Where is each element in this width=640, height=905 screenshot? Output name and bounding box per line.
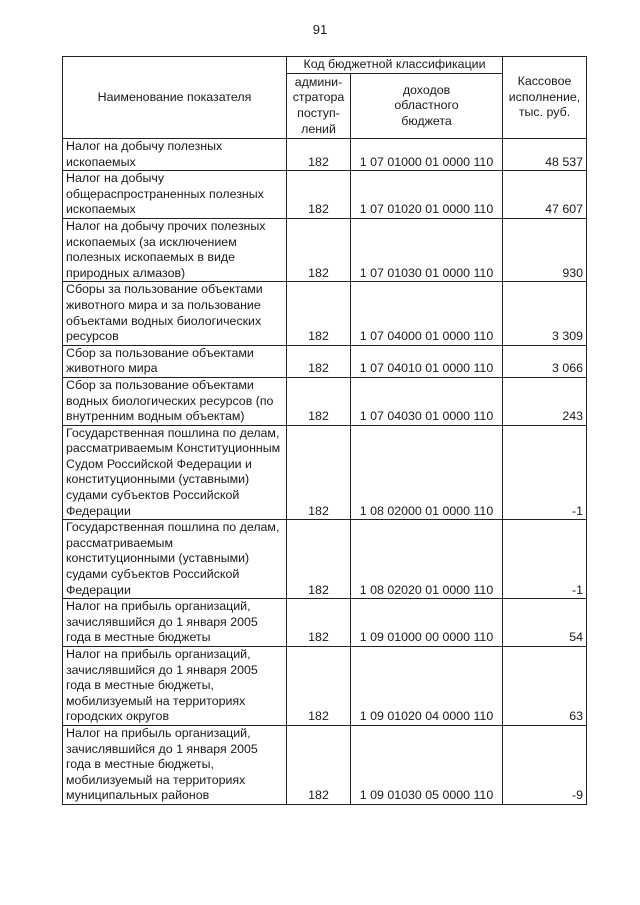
indicator-name-cell: Налог на добычу общераспространенных полезных ископаемых [63, 171, 287, 219]
indicator-name-cell: Сбор за пользование объектами водных биологических ресурсов (по внутренним водным объектам) [63, 377, 287, 425]
admin-code-cell: 182 [287, 282, 351, 345]
table-row [63, 647, 587, 726]
indicator-name-cell: Налог на прибыль организаций, зачислявшийся до 1 января 2005 года в местные бюджеты, мобилизуемый на территориях муниципальных районов [63, 725, 287, 804]
amount-cell: 243 [503, 377, 587, 425]
page-number: 91 [312, 22, 328, 37]
admin-code-cell: 182 [287, 520, 351, 599]
indicator-name-cell: Налог на прибыль организаций, зачислявшийся до 1 января 2005 года в местные бюджеты [63, 599, 287, 647]
header-income-code: доходов областного бюджета [351, 74, 503, 139]
header-classification-group: Код бюджетной классификации [287, 57, 503, 74]
income-code-cell: 1 07 04000 01 0000 110 [351, 282, 503, 345]
amount-cell: 3 309 [503, 282, 587, 345]
amount-cell: 930 [503, 218, 587, 281]
table-row [63, 345, 587, 377]
amount-cell: -9 [503, 725, 587, 804]
amount-cell: 47 607 [503, 171, 587, 219]
table-row [63, 139, 587, 171]
income-code-cell: 1 09 01020 04 0000 110 [351, 647, 503, 726]
amount-cell: 48 537 [503, 139, 587, 171]
indicator-name-cell: Сбор за пользование объектами животного мира [63, 345, 287, 377]
header-admin-code: админи- стратора поступ- лений [287, 74, 351, 139]
table-row [63, 425, 587, 520]
amount-cell: 63 [503, 647, 587, 726]
budget-execution-table [62, 56, 587, 805]
table-row [63, 377, 587, 425]
amount-cell: 3 066 [503, 345, 587, 377]
table-row [63, 725, 587, 804]
admin-code-cell: 182 [287, 139, 351, 171]
table-row [63, 171, 587, 219]
income-code-cell: 1 09 01000 00 0000 110 [351, 599, 503, 647]
amount-cell: 54 [503, 599, 587, 647]
income-code-cell: 1 07 01020 01 0000 110 [351, 171, 503, 219]
admin-code-cell: 182 [287, 377, 351, 425]
table-body [63, 139, 587, 805]
indicator-name-cell: Налог на добычу прочих полезных ископаемых (за исключением полезных ископаемых в виде природных алмазов) [63, 218, 287, 281]
admin-code-cell: 182 [287, 218, 351, 281]
admin-code-cell: 182 [287, 725, 351, 804]
table-row [63, 282, 587, 345]
header-row-top [63, 57, 587, 74]
indicator-name-cell: Государственная пошлина по делам, рассматриваемым Конституционным Судом Российской Федерации и конституционными (уставными) судами субъектов Российской Федерации [63, 425, 287, 520]
admin-code-cell: 182 [287, 599, 351, 647]
header-cash-execution: Кассовое исполнение, тыс. руб. [503, 57, 587, 139]
table-header [63, 57, 587, 139]
table-row [63, 599, 587, 647]
income-code-cell: 1 07 04010 01 0000 110 [351, 345, 503, 377]
admin-code-cell: 182 [287, 171, 351, 219]
income-code-cell: 1 08 02000 01 0000 110 [351, 425, 503, 520]
indicator-name-cell: Налог на добычу полезных ископаемых [63, 139, 287, 171]
table-row [63, 218, 587, 281]
income-code-cell: 1 07 04030 01 0000 110 [351, 377, 503, 425]
table-row [63, 520, 587, 599]
amount-cell: -1 [503, 425, 587, 520]
admin-code-cell: 182 [287, 425, 351, 520]
indicator-name-cell: Сборы за пользование объектами животного мира и за пользование объектами водных биологических ресурсов [63, 282, 287, 345]
income-code-cell: 1 08 02020 01 0000 110 [351, 520, 503, 599]
income-code-cell: 1 07 01000 01 0000 110 [351, 139, 503, 171]
admin-code-cell: 182 [287, 345, 351, 377]
header-indicator-name: Наименование показателя [63, 57, 287, 139]
indicator-name-cell: Государственная пошлина по делам, рассматриваемым конституционными (уставными) судами субъектов Российской Федерации [63, 520, 287, 599]
income-code-cell: 1 07 01030 01 0000 110 [351, 218, 503, 281]
indicator-name-cell: Налог на прибыль организаций, зачислявшийся до 1 января 2005 года в местные бюджеты, мобилизуемый на территориях городских округов [63, 647, 287, 726]
income-code-cell: 1 09 01030 05 0000 110 [351, 725, 503, 804]
amount-cell: -1 [503, 520, 587, 599]
admin-code-cell: 182 [287, 647, 351, 726]
